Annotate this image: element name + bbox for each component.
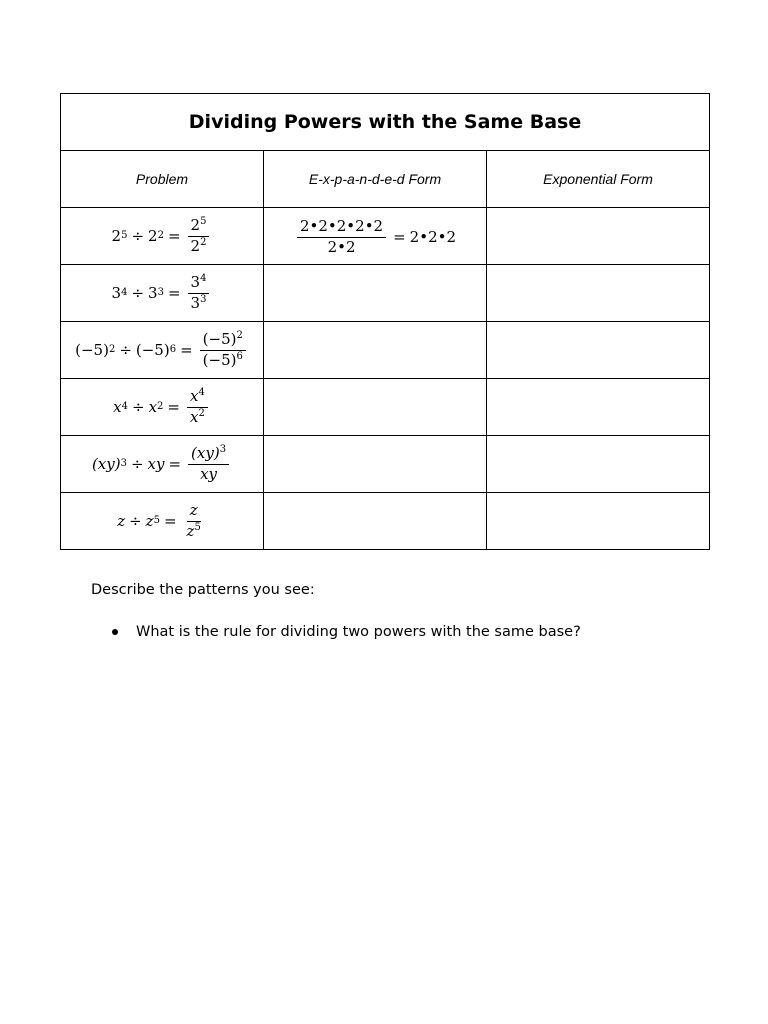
worksheet-table: [60, 93, 710, 550]
fraction: $\frac{z}{z^5}$: [186, 501, 201, 540]
fraction: $\frac{(-5)^2}{(-5)^6}$: [200, 331, 246, 369]
table-row: [61, 436, 710, 493]
table-row: [61, 322, 710, 379]
header-exponential-form: Exponential Form: [487, 151, 710, 208]
problem-cell: [61, 265, 264, 322]
exponential-form-cell[interactable]: [487, 436, 710, 493]
table-row: [61, 379, 710, 436]
expanded-expression: $\frac{2•2•2•2•2}{2•2}$ = 2•2•2: [294, 218, 456, 256]
problem-expression: x 4 ÷ x 2 = $\frac{x^4}{x^2}$: [113, 388, 211, 426]
expanded-form-cell[interactable]: [264, 436, 487, 493]
header-problem: Problem: [61, 151, 264, 208]
table-row: [61, 208, 710, 265]
problem-cell: [61, 322, 264, 379]
problem-cell: [61, 379, 264, 436]
question-item: [112, 624, 581, 640]
problem-cell: [61, 493, 264, 550]
exponential-form-cell[interactable]: [487, 265, 710, 322]
fraction: $\frac{2•2•2•2•2}{2•2}$: [297, 218, 386, 256]
header-expanded-form: E-x-p-a-n-d-e-d Form: [264, 151, 487, 208]
expanded-form-cell[interactable]: [264, 322, 487, 379]
exponential-form-cell[interactable]: [487, 208, 710, 265]
expanded-form-cell[interactable]: [264, 379, 487, 436]
problem-expression: 3 4 ÷ 3 3 = $\frac{3^4}{3^3}$: [112, 274, 213, 312]
question-text: What is the rule for dividing two powers with the same base?: [136, 624, 581, 640]
fraction: $\frac{x^4}{x^2}$: [187, 388, 208, 426]
fraction: $\frac{(xy)^3}{xy}$: [188, 445, 229, 483]
expanded-form-cell[interactable]: [264, 208, 487, 265]
table-title: Dividing Powers with the Same Base: [61, 94, 710, 151]
problem-cell: [61, 436, 264, 493]
table-row: [61, 493, 710, 550]
problem-expression: (−5) 2 ÷ (−5) 6 = $\frac{(-5)^2}{(-5)^6}$: [75, 331, 249, 369]
describe-prompt: Describe the patterns you see:: [91, 582, 315, 598]
exponential-form-cell[interactable]: [487, 379, 710, 436]
table-row: [61, 265, 710, 322]
bullet-icon: [112, 629, 118, 635]
problem-expression: (xy) 3 ÷ xy = $\frac{(xy)^3}{xy}$: [92, 445, 232, 483]
fraction: $\frac{3^4}{3^3}$: [188, 274, 210, 312]
problem-expression: z ÷ z 5 = $\frac{z}{z^5}$: [117, 502, 207, 540]
problem-expression: 2 5 ÷ 2 2 = $\frac{2^5}{2^2}$: [112, 217, 213, 255]
fraction: $\frac{2^5}{2^2}$: [188, 217, 210, 255]
expanded-form-cell[interactable]: [264, 493, 487, 550]
problem-cell: [61, 208, 264, 265]
expanded-form-cell[interactable]: [264, 265, 487, 322]
exponential-form-cell[interactable]: [487, 322, 710, 379]
exponential-form-cell[interactable]: [487, 493, 710, 550]
